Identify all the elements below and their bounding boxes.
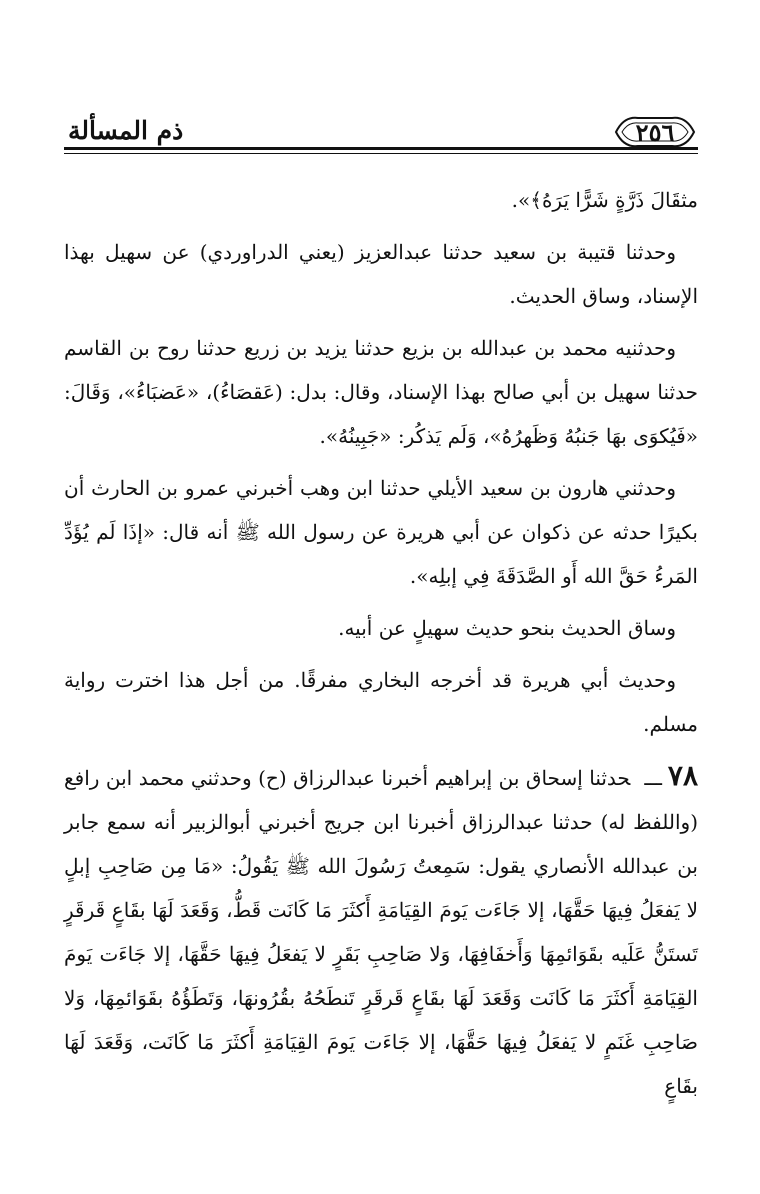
header-rule-thin	[64, 153, 698, 154]
hadith-text: حدثنا إسحاق بن إبراهيم أخبرنا عبدالرزاق (ح) وحدثني محمد ابن رافع (واللفظ له) حدثنا عبدالرزاق أخبرنا ابن جريج أخبرني أبوالزبير أنه سمع جابر بن عبدالله الأنصاري يقول: سَمِعتُ رَسُولَ الله ﷺ يَقُولُ: «مَا مِن صَاحِبِ إبلٍ لا يَفعَلُ فِيهَا حَقَّهَا، إلا جَاءَت يَومَ القِيَامَةِ أَكثَرَ مَا كَانَت قَطُّ، وَقَعَدَ لَهَا بقَاعٍ قَرقَرٍ تَستَنُّ عَلَيه بقَوَائمِهَا وَأَخفَافِهَا، وَلا صَاحِبِ بَقَرٍ لا يَفعَلُ فِيهَا حَقَّهَا، إلا جَاءَت يَومَ القِيَامَةِ أَكثَرَ مَا كَانَت وَقَعَدَ لَهَا بقَاعٍ قَرقَرٍ تَنطَحُهُ بقُرُونهَا، وَتَطَؤُهُ بقَوَائمِهَا، وَلا صَاحِبِ غَنَمٍ لا يَفعَلُ فِيهَا حَقَّهَا، إلا جَاءَت يَومَ القِيَامَةِ أَكثَرَ مَا كَانَت، وَقَعَدَ لَهَا بقَاعٍ	[64, 766, 698, 1098]
hadith-number: ٧٨	[667, 759, 698, 792]
paragraph: وحديث أبي هريرة قد أخرجه البخاري مفرقًا. من أجل هذا اخترت رواية مسلم.	[64, 668, 698, 736]
page-number-frame	[612, 112, 698, 152]
paragraph: مثقَالَ ذَرَّةٍ شَرًّا يَرَهُ﴾».	[511, 188, 698, 212]
hadith-paragraph	[64, 754, 698, 1108]
paragraph: وحدثنيه محمد بن عبدالله بن بزيع حدثنا يزيد بن زريع حدثنا روح بن القاسم حدثنا سهيل بن أبي صالح بهذا الإسناد، وقال: بدل: (عَقصَاءُ)، «عَضبَاءُ»، وَقَالَ: «فَيُكوَى بهَا جَنبُهُ وَظَهرُهُ»، وَلَم يَذكُر: «جَبِينُهُ».	[64, 336, 698, 448]
paragraph: وحدثني هارون بن سعيد الأيلي حدثنا ابن وهب أخبرني عمرو بن الحارث أن بكيرًا حدثه عن ذكوان عن أبي هريرة عن رسول الله ﷺ أنه قال: «إذَا لَم يُؤَدِّ المَرءُ حَقَّ الله أَو الصَّدَقَةَ فِي إبلِه».	[64, 476, 698, 588]
paragraph: وحدثنا قتيبة بن سعيد حدثنا عبدالعزيز (يعني الدراوردي) عن سهيل بهذا الإسناد، وساق الحديث.	[64, 240, 698, 308]
paragraph: وساق الحديث بنحو حديث سهيلٍ عن أبيه.	[338, 616, 676, 640]
page-header	[64, 112, 698, 158]
running-title: ذم المسألة	[68, 116, 184, 145]
page-number: ٢٥٦	[635, 117, 675, 147]
hadith-dash: ـــ	[644, 766, 662, 790]
body-text	[64, 178, 698, 1108]
header-rule-thick	[64, 147, 698, 150]
book-page	[64, 112, 698, 1116]
